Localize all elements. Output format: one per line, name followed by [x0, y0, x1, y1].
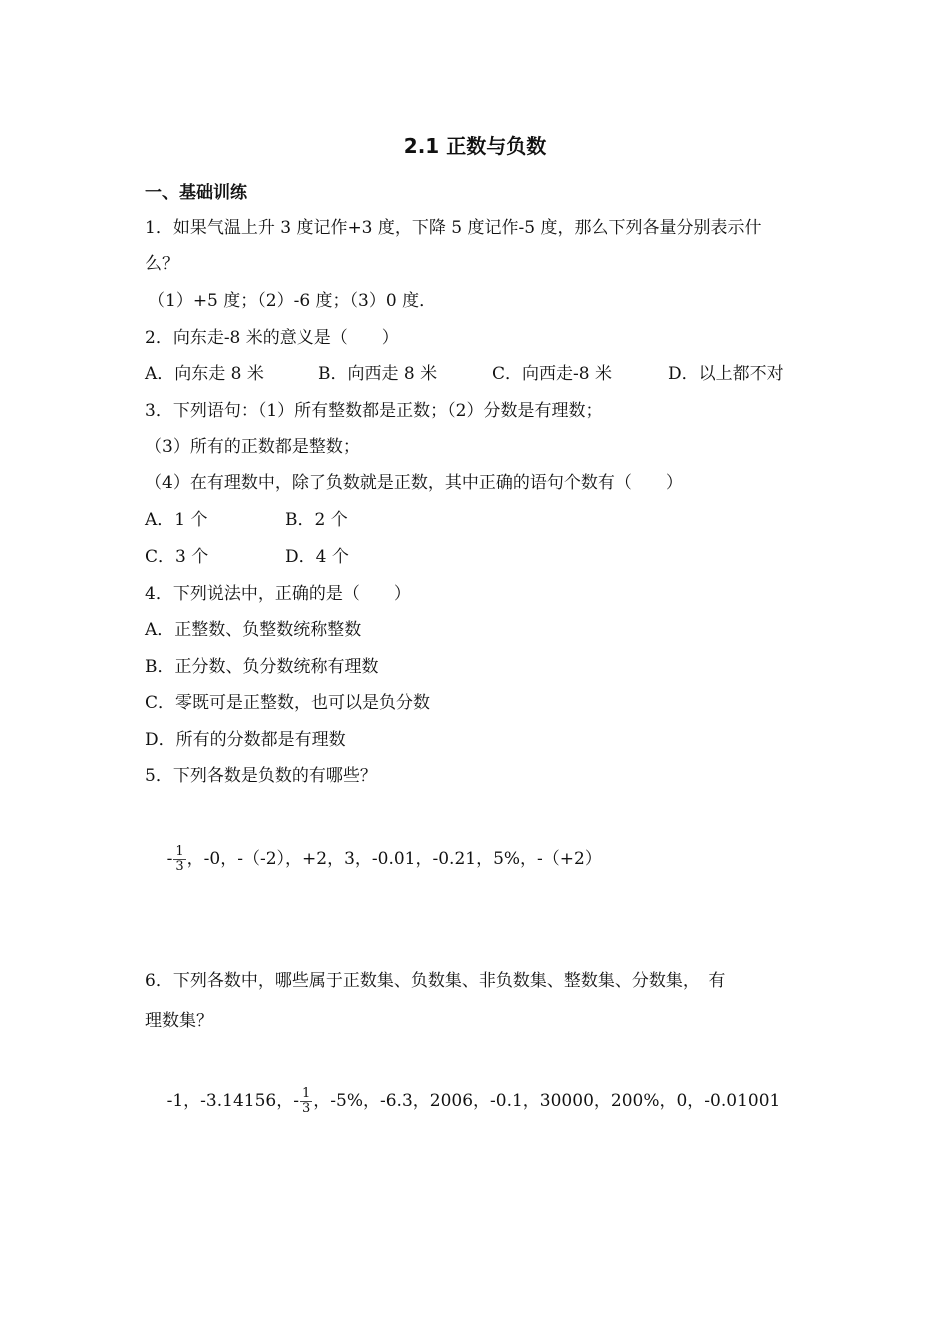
q5-stem: 5．下列各数是负数的有哪些？ — [145, 766, 377, 786]
q6-fraction-denominator: 3 — [301, 1101, 311, 1116]
q5-fraction-numerator: 1 — [175, 844, 184, 859]
q5-fraction — [173, 845, 185, 874]
q5-fraction-denominator: 3 — [175, 859, 184, 874]
q1-subitems: （1）+5 度；（2）-6 度；（3）0 度． — [148, 291, 437, 311]
q2-option-a: A．向东走 8 米 — [145, 364, 264, 384]
section-heading-basic-training: 一、基础训练 — [145, 183, 247, 203]
q3-option-d: D．4 个 — [285, 547, 349, 567]
q3-option-c: C．3 个 — [145, 547, 209, 567]
q2-option-c: C．向西走-8 米 — [492, 364, 612, 384]
q6-fraction-numerator: 1 — [301, 1086, 311, 1101]
q3-line3: （4）在有理数中，除了负数就是正数，其中正确的语句个数有（ ） — [145, 473, 683, 493]
q2-option-d: D．以上都不对 — [668, 364, 784, 384]
q6-number-list — [145, 1047, 780, 1155]
q3-line1: 3．下列语句：（1）所有整数都是正数；（2）分数是有理数； — [145, 401, 603, 421]
q6-numbers: ，-5%，-6.3，2006，-0.1，30000，200%，0，-0.01001 — [313, 1091, 781, 1111]
q6-line1: 6．下列各数中，哪些属于正数集、负数集、非负数集、整数集、分数集， 有 — [145, 971, 726, 991]
q5-minus-sign: - — [166, 849, 173, 869]
q4-option-a: A．正整数、负整数统称整数 — [145, 620, 362, 640]
q4-option-d: D．所有的分数都是有理数 — [145, 730, 346, 750]
q1-line1: 1．如果气温上升 3 度记作+3 度，下降 5 度记作-5 度，那么下列各量分别表示什 — [145, 218, 762, 238]
q3-line2: （3）所有的正数都是整数； — [145, 437, 360, 457]
q4-option-b: B．正分数、负分数统称有理数 — [145, 657, 379, 677]
q4-stem: 4．下列说法中，正确的是（ ） — [145, 584, 411, 604]
q5-number-list — [145, 805, 602, 913]
q6-line2: 理数集？ — [145, 1011, 213, 1031]
q5-numbers: ，-0，-（-2），+2，3，-0.01，-0.21，5%，-（+2） — [186, 849, 602, 869]
q6-numbers-prefix: -1，-3.14156，- — [166, 1091, 299, 1111]
q3-option-b: B．2 个 — [285, 510, 348, 530]
q6-fraction — [300, 1087, 312, 1116]
q2-option-b: B．向西走 8 米 — [318, 364, 438, 384]
q3-option-a: A．1 个 — [145, 510, 208, 530]
q2-stem: 2．向东走-8 米的意义是（ ） — [145, 328, 399, 348]
page-title: 2.1 正数与负数 — [403, 134, 547, 158]
q1-line2: 么？ — [145, 254, 179, 274]
q4-option-c: C．零既可是正整数，也可以是负分数 — [145, 693, 431, 713]
